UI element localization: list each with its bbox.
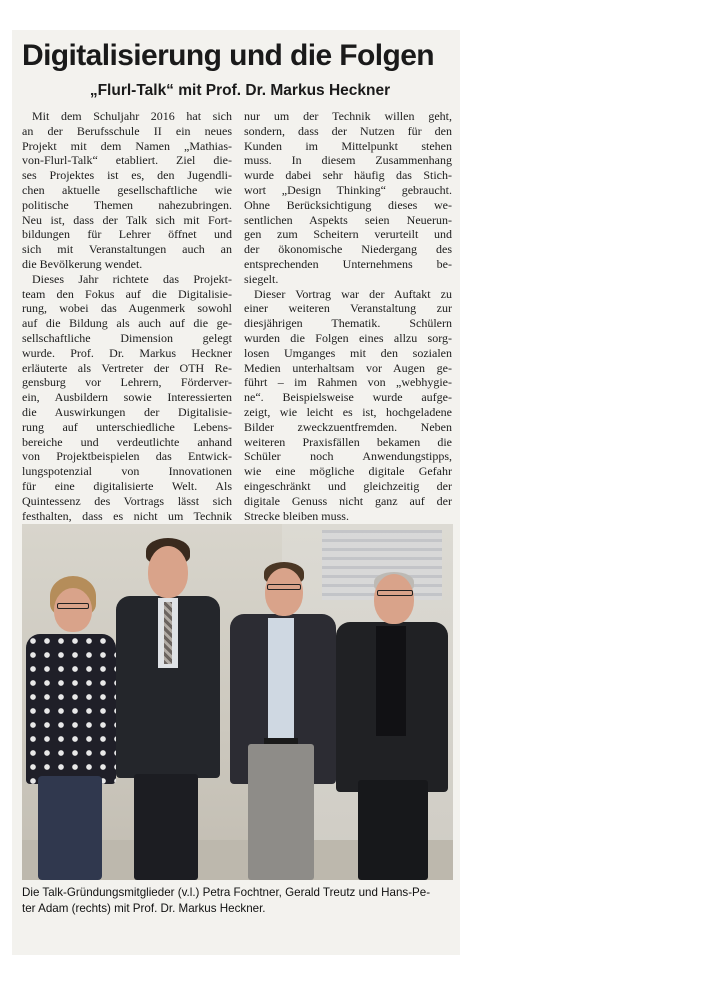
text-line: Mit dem Schuljahr 2016 hat sich bbox=[32, 109, 232, 123]
text-line: zeigt, wie leicht es ist, hochgeladene bbox=[244, 404, 452, 419]
photo-caption bbox=[22, 885, 458, 917]
text-line: wort „Design Thinking“ gebraucht. bbox=[244, 182, 452, 197]
caption-line: ter Adam (rechts) mit Prof. Dr. Markus Heckner. bbox=[22, 902, 266, 915]
text-line: ne“. Beispielsweise wurde aufge- bbox=[244, 390, 452, 405]
glasses-icon bbox=[377, 590, 413, 596]
text-line: entsprechenden Unternehmens be- bbox=[244, 256, 452, 271]
text-line: eingeschränkt und gleichzeitig der bbox=[244, 478, 452, 493]
article-photo bbox=[22, 524, 453, 880]
glasses-icon bbox=[57, 603, 89, 609]
caption-line: Die Talk-Gründungsmitglieder (v.l.) Petra Fochtner, Gerald Treutz und Hans-Pe- bbox=[22, 886, 431, 899]
glasses-icon bbox=[267, 584, 301, 590]
person-face bbox=[374, 574, 414, 624]
person-face bbox=[148, 546, 188, 598]
text-line: sentlichen Aspekts seien Neuerun- bbox=[244, 212, 452, 227]
text-line: gensburg vor Lehrern, Förderver- bbox=[22, 375, 232, 390]
article-subheadline: „Flurl-Talk“ mit Prof. Dr. Markus Heckner bbox=[89, 82, 391, 99]
text-line: Projekt mit dem Namen „Mathias- bbox=[22, 138, 232, 153]
text-line: Medien unterhaltsam vor Augen ge- bbox=[244, 360, 452, 375]
text-line: Bilder zweckzuentfremden. Neben bbox=[244, 419, 452, 434]
person-markus-heckner bbox=[112, 538, 224, 880]
text-line: bildungen für Lehrer öffnet und bbox=[22, 227, 232, 242]
text-line: rung auf unterschiedliche Lebens- bbox=[22, 419, 232, 434]
person-legs bbox=[358, 780, 428, 880]
text-line: Dieser Vortrag war der Auftakt zu bbox=[254, 286, 452, 301]
text-line: diesjährigen Thematik. Schülern bbox=[244, 316, 452, 331]
text-line: ein, Ausbildern sowie Interessierten bbox=[22, 390, 232, 405]
person-petra-fochtner bbox=[22, 576, 122, 880]
text-line: weiteren Praxisfällen bekamen die bbox=[244, 434, 452, 449]
text-line: chen aktuelle gesellschaftliche wie bbox=[22, 182, 232, 197]
text-line: gen zum Scheitern verurteilt und bbox=[244, 227, 452, 242]
person-gerald-treutz bbox=[228, 562, 338, 880]
article-column-right bbox=[244, 109, 452, 523]
text-line: Kunden im Mittelpunkt stehen bbox=[244, 138, 452, 153]
text-line: nur um der Technik willen geht, bbox=[244, 109, 452, 123]
text-line: lungspotenzial von Innovationen bbox=[22, 464, 232, 479]
text-line: siegelt. bbox=[244, 271, 279, 286]
text-line: Neu ist, dass der Talk sich mit Fort- bbox=[22, 212, 232, 227]
text-line: für eine digitalisierte Welt. Als bbox=[22, 478, 232, 493]
person-shirt bbox=[376, 626, 406, 736]
person-hans-peter-adam bbox=[334, 570, 450, 880]
text-line: von Projektbeispielen das Entwick- bbox=[22, 449, 232, 464]
text-line: wie eine mögliche digitale Gefahr bbox=[244, 464, 452, 479]
text-line: sich mit Veranstaltungen auch an bbox=[22, 242, 232, 257]
text-line: einer weiteren Veranstaltung zur bbox=[244, 301, 452, 316]
person-shirt bbox=[268, 618, 294, 744]
text-line: festhalten, dass es nicht um Technik bbox=[22, 508, 232, 523]
text-line: wurde. Prof. Dr. Markus Heckner bbox=[22, 345, 232, 360]
text-line: bereiche und verdeutlichte anhand bbox=[22, 434, 232, 449]
person-legs bbox=[38, 776, 102, 880]
text-line: Quintessenz des Vortrags lässt sich bbox=[22, 493, 232, 508]
text-line: digitale Genuss nicht ganz auf der bbox=[244, 493, 452, 508]
person-torso bbox=[26, 634, 116, 784]
text-line: rung, wobei das Augenmerk sowohl bbox=[22, 301, 232, 316]
text-line: wurden die Folgen eines allzu sorg- bbox=[244, 330, 452, 345]
text-line: der ökonomische Niedergang des bbox=[244, 242, 452, 257]
article-headline: Digitalisierung und die Folgen bbox=[22, 39, 435, 72]
text-line: Ohne Berücksichtigung dieses we- bbox=[244, 197, 452, 212]
text-line: von-Flurl-Talk“ etabliert. Ziel die- bbox=[22, 153, 232, 168]
text-line: politische Themen nahezubringen. bbox=[22, 197, 232, 212]
text-line: erläuterte als Vertreter der OTH Re- bbox=[22, 360, 232, 375]
tie-icon bbox=[164, 602, 172, 664]
text-line: team den Fokus auf die Digitalisie- bbox=[22, 286, 232, 301]
text-line: die Bevölkerung wendet. bbox=[22, 256, 143, 271]
text-line: Schüler noch Anwendungstipps, bbox=[244, 449, 452, 464]
text-line: führt – im Rahmen von „webhygie- bbox=[244, 375, 452, 390]
person-legs bbox=[248, 744, 314, 880]
text-line: Dieses Jahr richtete das Projekt- bbox=[32, 271, 232, 286]
text-line: losen Umganges mit den sozialen bbox=[244, 345, 452, 360]
text-line: an der Berufsschule II ein neues bbox=[22, 123, 232, 138]
person-face bbox=[54, 588, 92, 632]
text-line: ses Projektes ist es, den Jugendli- bbox=[22, 168, 232, 183]
article-column-left bbox=[22, 109, 232, 523]
text-line: sellschaftliche Dimension gelegt bbox=[22, 330, 232, 345]
text-line: muss. In diesem Zusammenhang bbox=[244, 153, 452, 168]
person-face bbox=[265, 568, 303, 616]
text-line: auf die Bildung als auch auf die ge- bbox=[22, 316, 232, 331]
person-legs bbox=[134, 774, 198, 880]
text-line: wurde dabei sehr häufig das Stich- bbox=[244, 168, 452, 183]
text-line: die Auswirkungen der Digitalisie- bbox=[22, 404, 232, 419]
text-line: Strecke bleiben muss. bbox=[244, 508, 349, 523]
text-line: sondern, dass der Nutzen für den bbox=[244, 123, 452, 138]
